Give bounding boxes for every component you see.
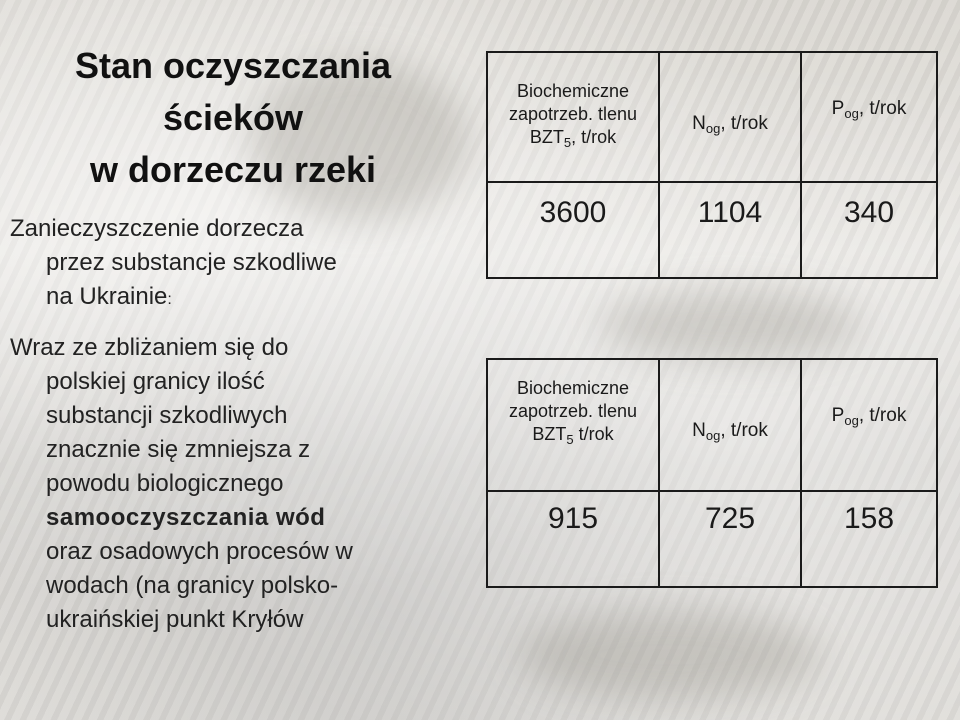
subscript: og — [705, 120, 721, 136]
unit: , t/rok — [720, 112, 768, 134]
table-row — [487, 491, 937, 587]
value-bzt: 915 — [487, 491, 659, 587]
pollution-table-krylow — [486, 358, 938, 588]
header-line: Biochemiczne — [516, 378, 630, 398]
header-bzt — [487, 52, 659, 182]
subscript: og — [844, 412, 859, 428]
text-line — [10, 280, 470, 317]
header-line: zapotrzeb. tlenu — [508, 401, 638, 421]
header-line: Biochemiczne — [516, 81, 630, 101]
header-phosphorus — [801, 52, 937, 182]
subscript: og — [705, 427, 721, 443]
value-phosphorus: 340 — [801, 182, 937, 278]
text-fragment: : — [167, 291, 172, 308]
paragraph-self-purification — [10, 331, 470, 637]
unit: , t/rok — [858, 97, 907, 119]
table-header-row — [487, 52, 937, 182]
header-line — [488, 126, 658, 154]
value-phosphorus: 158 — [801, 491, 937, 587]
value-nitrogen: 1104 — [659, 182, 801, 278]
value-bzt: 3600 — [487, 182, 659, 278]
text-line: polskiej granicy ilość — [46, 368, 265, 395]
symbol: P — [831, 404, 845, 426]
header-phosphorus — [801, 359, 937, 491]
symbol: BZT — [532, 424, 567, 444]
table-row — [487, 182, 937, 278]
title-line: w dorzeczu rzeki — [89, 149, 377, 190]
subscript: 5 — [566, 432, 574, 447]
body-text — [10, 212, 470, 637]
text-line: Zanieczyszczenie dorzecza — [10, 215, 304, 242]
unit: t/rok — [573, 424, 614, 444]
paragraph-pollution — [10, 212, 470, 317]
header-nitrogen — [659, 52, 801, 182]
unit: , t/rok — [571, 127, 617, 147]
symbol: BZT — [529, 127, 564, 147]
table-header-row — [487, 359, 937, 491]
text-line: znacznie się zmniejsza z — [46, 436, 311, 463]
text-line: przez substancje szkodliwe — [46, 249, 337, 276]
value-nitrogen: 725 — [659, 491, 801, 587]
title-line: Stan oczyszczania — [74, 45, 392, 86]
text-line: Wraz ze zbliżaniem się do — [10, 334, 289, 361]
text-line: wodach (na granicy polsko- — [46, 572, 339, 599]
text-line: substancji szkodliwych — [46, 402, 288, 429]
subscript: 5 — [563, 135, 572, 150]
symbol: N — [692, 112, 706, 134]
header-line: zapotrzeb. tlenu — [508, 104, 638, 124]
text-line: powodu biologicznego — [46, 470, 284, 497]
title-line: ścieków — [162, 97, 304, 138]
text-line-emphasized: samooczyszczania wód — [46, 504, 326, 531]
unit: , t/rok — [720, 419, 768, 441]
text-line: ukraińskiej punkt Kryłów — [46, 606, 304, 633]
symbol: N — [692, 419, 706, 441]
background-shadow — [520, 610, 820, 700]
pollution-table-ukraine — [486, 51, 938, 279]
text-fragment: na Ukrainie — [46, 283, 168, 310]
unit: , t/rok — [858, 404, 907, 426]
header-line — [488, 423, 658, 451]
header-bzt — [487, 359, 659, 491]
symbol: P — [831, 97, 845, 119]
subscript: og — [844, 105, 859, 121]
slide-title — [28, 40, 438, 196]
text-line: oraz osadowych procesów w — [46, 538, 353, 565]
background-shadow — [600, 290, 860, 360]
header-nitrogen — [659, 359, 801, 491]
